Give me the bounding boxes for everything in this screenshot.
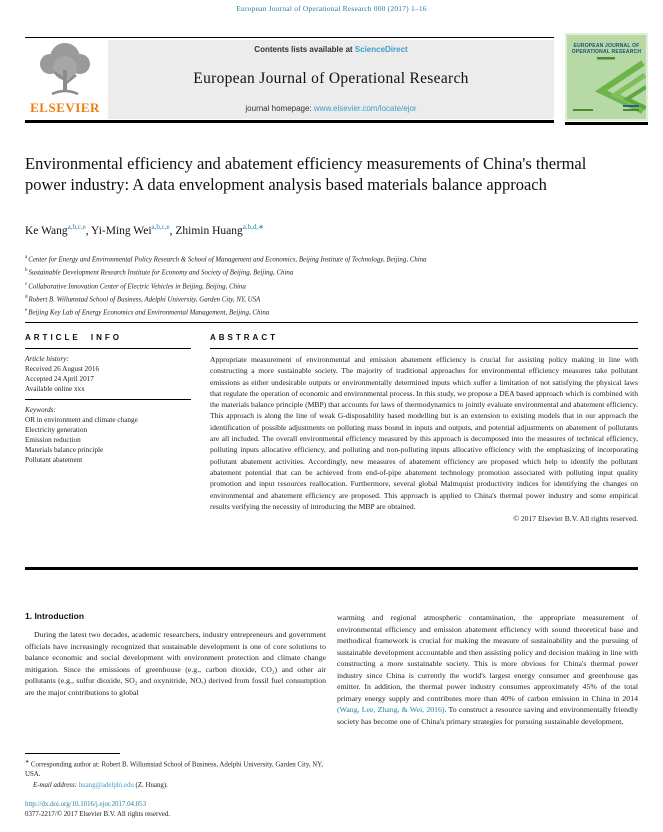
affiliation-text: Sustainable Development Research Institute for Economy and Society of Beijing, Beijing, China (28, 269, 294, 277)
affiliation-text: Collaborative Innovation Center of Electric Vehicles in Beijing, Beijing, China (28, 282, 246, 290)
cover-bottom-rule (565, 122, 648, 125)
affiliation (25, 252, 635, 265)
abstract-bottom-rule (25, 567, 638, 570)
keyword: OR in environment and climate change (25, 416, 138, 424)
intro-paragraph-left: During the latest two decades, academic researchers, industry entrepreneurs and government officials have increasingly recognized that sustainable development is one of core solutions to balance economic and social development with environment protection and climate change mitigation. Since the emissions of greenhouse (e.g., carbon dioxide, CO₂) and other air pollutants (e.g., sulfur dioxide, SO₂ and oxynitride, NOₓ) derived from fossil fuel consumption are the major contributions to global (25, 630, 326, 697)
abstract-heading: ABSTRACT (210, 333, 278, 342)
affiliation-sup: e (25, 308, 28, 314)
affiliation (25, 279, 635, 292)
cover-title: EUROPEAN JOURNAL OF OPERATIONAL RESEARCH (571, 43, 642, 55)
keyword: Electricity generation (25, 426, 88, 434)
homepage-link[interactable]: www.elsevier.com/locate/ejor (313, 104, 417, 113)
footnote-rule (25, 753, 120, 754)
issn-copyright-line: 0377-2217/© 2017 Elsevier B.V. All rights reserved. (25, 811, 171, 818)
history-label: Article history: (25, 355, 69, 363)
affiliation-sup: a (25, 255, 28, 260)
author-name: Ke Wang (25, 224, 68, 237)
history-item: Received 26 August 2016 (25, 365, 100, 373)
homepage-line (245, 104, 416, 113)
masthead-top-rule (25, 37, 554, 38)
contents-line (254, 45, 407, 54)
affiliation-sup: d (25, 294, 28, 300)
author-line (25, 223, 625, 237)
affiliations-bottom-rule (25, 322, 638, 323)
footnote-body: Corresponding author at: Robert B. Willumstad School of Business, Adelphi University, Garden City, NY, USA. (25, 761, 324, 779)
masthead (108, 40, 554, 119)
intro-left-column (25, 611, 326, 698)
elsevier-logo (22, 40, 108, 120)
keyword: Emission reduction (25, 436, 81, 444)
journal-cover-thumbnail (565, 33, 648, 121)
email-line (25, 781, 326, 791)
affiliation-sup: c (25, 281, 28, 287)
running-head: European Journal of Operational Research 000 (2017) 1–16 (236, 4, 427, 13)
affiliations (25, 252, 635, 318)
keywords-rule (25, 399, 191, 400)
abstract-rule (210, 348, 638, 349)
affiliation-sup: b (25, 268, 28, 274)
keyword: Pollutant abatement (25, 456, 83, 464)
citation-link[interactable]: (Wang, Lee, Zhang, & Wei, 2016) (337, 705, 445, 714)
section-heading: 1. Introduction (25, 611, 85, 621)
sciencedirect-link[interactable]: ScienceDirect (354, 45, 408, 54)
email-label: E-mail address: (33, 782, 79, 790)
article-title: Environmental efficiency and abatement efficiency measurements of China's thermal power industry: A data envelopment analysis based materials balance approach (25, 154, 587, 194)
masthead-bottom-rule (25, 120, 554, 123)
abstract-copyright: © 2017 Elsevier B.V. All rights reserved. (513, 514, 638, 524)
article-info-heading: ARTICLE INFO (25, 333, 122, 342)
affiliation-text: Beijing Key Lab of Energy Economics and Environmental Management, Beijing, China (28, 309, 270, 317)
corresponding-author-text (25, 758, 326, 780)
abstract-text: Appropriate measurement of environmental and emission abatement efficiency is crucial for assisting policy making in line with constructing a more sustainable society. The majority of traditional approaches for environmental efficiency measures take pollutant emissions as either undesirable outputs or environmentally determined inputs which suffer a limitation of not satisfying the physical laws that regulate the operation of economic and environmental process. In this study, we propose a DEA based approach which is combined with the materials balance principle (MBP) that accounts for laws of thermodynamics to jointly evaluate environmental and abatement efficiency. This approach is along the line of weak G-disposability based modelling but is an extension to existing models that in our approach the identification of possible adjustments on polluting mass bound in inputs and outputs, and potential adjustments on abatement of pollutants are all included. The overall environmental efficiency measured by this approach is decomposed into the measures of technical efficiency, polluting inputs allocative efficiency, and polluting and non-polluting inputs allocative efficiency with the emphasizing of incorporating pollutant abatement activities. Accordingly, new measures of abatement efficiency are proposed which help to identify the pollutant abatement potential that can be achieved from end-of-pipe abatement technology promotion associated with polluting input quality promotion and input resources reallocation. Furthermore, several global Malmquist productivity indices for identifying the changes on environmental and abatement efficiency are proposed. This approach is applied to China's thermal power industry and some empirical results verifying the necessity of introducing the MBP are obtained. (210, 355, 638, 511)
article-info-column (25, 333, 191, 465)
elsevier-wordmark: ELSEVIER (30, 100, 100, 115)
author-affil-sup: a,b,c,e (67, 223, 86, 231)
intro-right-column (337, 612, 638, 727)
corresponding-author-footnote (25, 753, 326, 791)
author-name: , Zhimin Huang (169, 224, 243, 237)
affiliation-text: Center for Energy and Environmental Policy Research & School of Management and Economics, Beijing Institute of Technology, Beijing, China (28, 256, 427, 264)
intro-paragraph-right: warming and regional atmospheric contamination, the appropriate measurement of environmental efficiency and emission abatement efficiency with sound theoretical base and methodical framework is crucial for making the measure of sustainability and the pursuing of sustainable development accountable and then assisting policy and decision making in line with constructing a more sustainable society. This is more obvious for China's thermal power industry since China is currently the world's largest energy consumer and greenhouse gas emitter. In addition, the thermal power industry consumes approximately 45% of the total primary energy supply and contributes more than 40% of carbon emission in China in 2014 (337, 613, 638, 703)
footer (25, 800, 326, 820)
email-link[interactable]: huang@adelphi.edu (78, 782, 134, 790)
article-info-rule (25, 348, 191, 349)
affiliation-text: Robert B. Willumstad School of Business, Adelphi University, Garden City, NY, USA (28, 296, 261, 304)
elsevier-tree-icon (30, 40, 100, 102)
history-item: Available online xxx (25, 385, 85, 393)
abstract-column (210, 333, 638, 524)
intro-paragraph-right-cont: . To construct a resource saving and environmentally friendly society has become one of China's primary strategies for pursuing sustainable development, (337, 705, 638, 726)
affiliation (25, 292, 635, 305)
keywords-label: Keywords: (25, 406, 56, 414)
homepage-prefix: journal homepage: (245, 104, 314, 113)
journal-name: European Journal of Operational Research (193, 70, 469, 87)
affiliation (25, 265, 635, 278)
author-affil-sup: a,b,c,e (151, 223, 170, 231)
footnote-marker: ∗ (25, 760, 30, 765)
author-name: , Yi-Ming Wei (85, 224, 152, 237)
keyword: Materials balance principle (25, 446, 104, 454)
contents-prefix: Contents lists available at (254, 45, 355, 54)
history-item: Accepted 24 April 2017 (25, 375, 94, 383)
affiliation (25, 305, 635, 318)
author-affil-sup: a,b,d,∗ (242, 223, 265, 231)
doi-link[interactable]: http://dx.doi.org/10.1016/j.ejor.2017.04.053 (25, 801, 147, 808)
email-suffix: (Z. Huang). (133, 782, 168, 790)
